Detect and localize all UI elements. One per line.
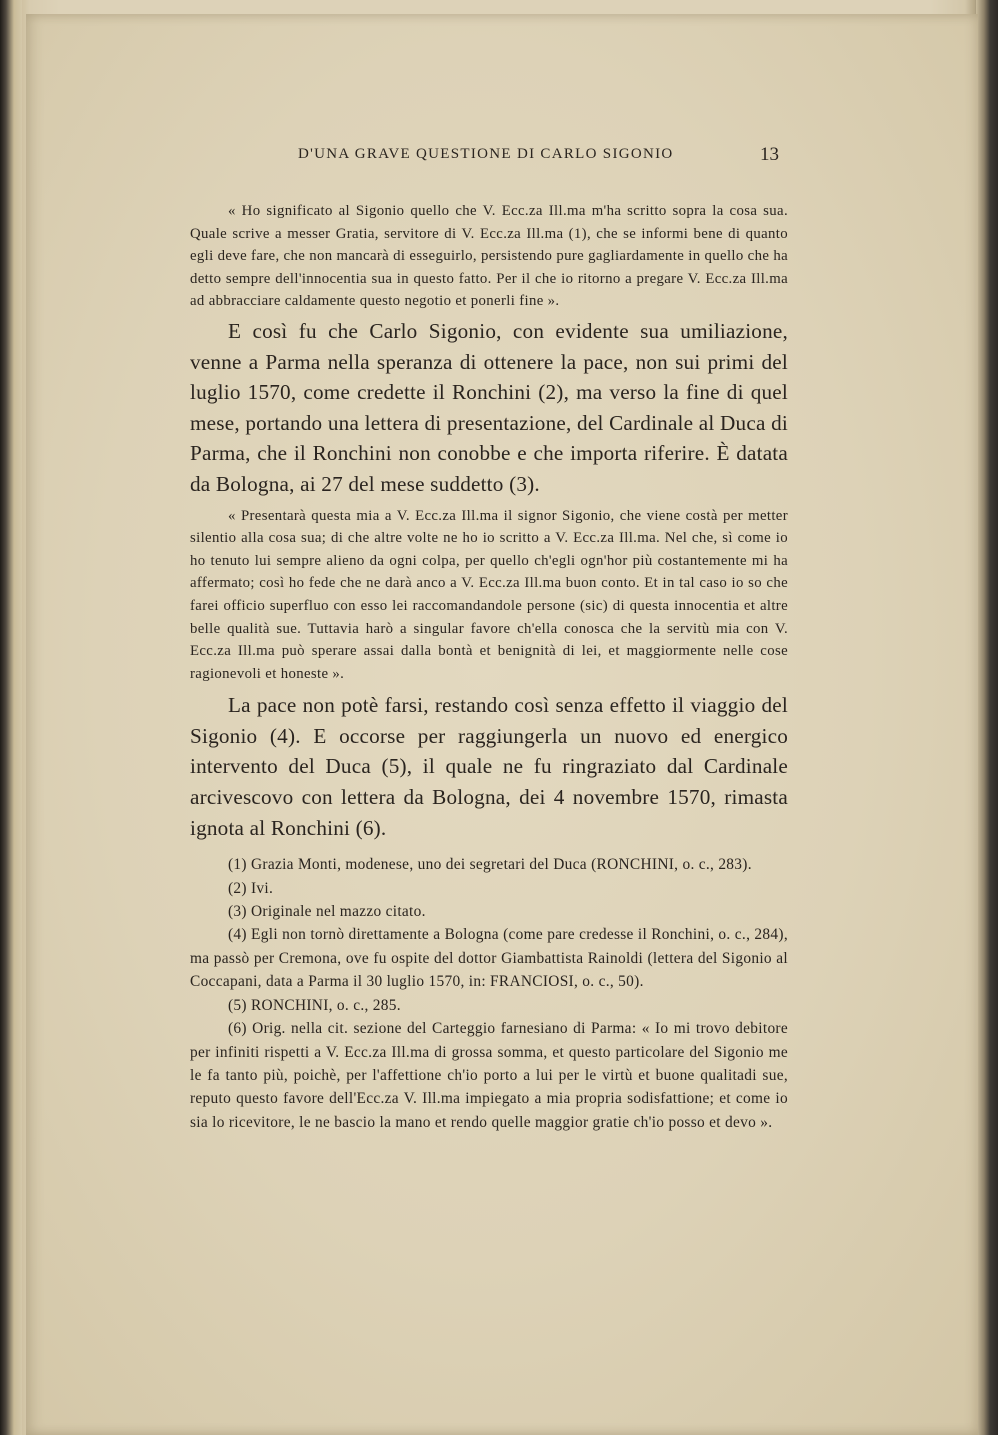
- footnote-2: (2) Ivi.: [228, 879, 274, 897]
- right-page-edge: [976, 0, 998, 1435]
- left-binding-edge: [0, 0, 22, 1435]
- text-block: [190, 200, 788, 1134]
- footnote-3: (3) Originale nel mazzo citato.: [228, 903, 426, 921]
- page-header: [0, 146, 998, 170]
- body-paragraph-1: E così fu che Carlo Sigonio, con evidente sua umiliazione, venne a Parma nella speranza di ottenere la pace, non sui primi del luglio 1570, come credette il Ronchini (2), ma verso la fine di quel mese, portando una lettera di presentazione, del Cardinale al Duca di Parma, che il Ronchini non conobbe e che importa riferire. È datata da Bologna, ai 27 del mese suddetto (3).: [190, 318, 788, 496]
- footnote-6: (6) Orig. nella cit. sezione del Carteggio farnesiano di Parma: « Io mi trovo debitore per infiniti rispetti a V. Ecc.za Ill.ma di grossa somma, et questo particolare del Sigonio me le fa tanto più, poichè, per l'affettione ch'io porto a lui per le virtù et buone qualitadi sue, reputo questo favore dell'Ecc.za V. Ill.ma impiegato a mia propria sodisfattione; et come io sia lo ricevitore, le ne bascio la mano et rendo quelle maggior gratie ch'io posso et devo ».: [190, 1020, 788, 1131]
- footnote-5: (5) RONCHINI, o. c., 285.: [228, 996, 401, 1014]
- quote-paragraph-1: « Ho significato al Sigonio quello che V. Ecc.za Ill.ma m'ha scritto sopra la cosa sua. Quale scrive a messer Gratia, servitore di V. Ecc.za Ill.ma (1), che se informi bene di quanto egli deve fare, che non mancarà di esseguirlo, persistendo pure gagliardamente in quello che ha detto sempre dell'innocentia sua in questo fatto. Per il che io ritorno a pregare V. Ecc.za Ill.ma ad abbracciare caldamente questo negotio et ponerli fine ».: [190, 203, 788, 310]
- body-paragraph-2: La pace non potè farsi, restando così senza effetto il viaggio del Sigonio (4). E occorse per raggiungerla un nuovo ed energico intervento del Duca (5), il quale ne fu ringraziato dal Cardinale arcivescovo con lettera da Bologna, dei 4 novembre 1570, rimasta ignota al Ronchini (6).: [190, 693, 788, 840]
- footnote-4: (4) Egli non tornò direttamente a Bologna (come pare credesse il Ronchini, o. c., 284), ma passò per Cremona, ove fu ospite del dottor Giambattista Rainoldi (lettera del Sigonio al Coccapani, data a Parma il 30 luglio 1570, in: FRANCIOSI, o. c., 50).: [190, 926, 788, 991]
- page-number: 13: [760, 144, 779, 165]
- quote-paragraph-2: « Presentarà questa mia a V. Ecc.za Ill.ma il signor Sigonio, che viene costà per metter silentio alla cosa sua; di che altre volte ne ho io scritto a V. Ecc.za Ill.ma. Nel che, sì come io ho tenuto lui sempre alieno da ogni colpa, per quello ch'egli ogn'hor più costantemente mi ha affermato; così ho fede che ne darà anco a V. Ecc.za Ill.ma buon conto. Et in tal caso io so che farei officio superfluo con esso lei raccomandandole persone (sic) di questa innocentia et altre belle qualità sue. Tuttavia harò a singular favore ch'ella conosca che la servitù mia con V. Ecc.za Ill.ma può sperare assai dalla bontà et benignità di lei, et maggiormente nelle cose ragionevoli et honeste ».: [190, 507, 788, 682]
- running-title: D'UNA GRAVE QUESTIONE DI CARLO SIGONIO: [298, 146, 674, 162]
- footnote-1: (1) Grazia Monti, modenese, uno dei segretari del Duca (RONCHINI, o. c., 283).: [228, 856, 752, 874]
